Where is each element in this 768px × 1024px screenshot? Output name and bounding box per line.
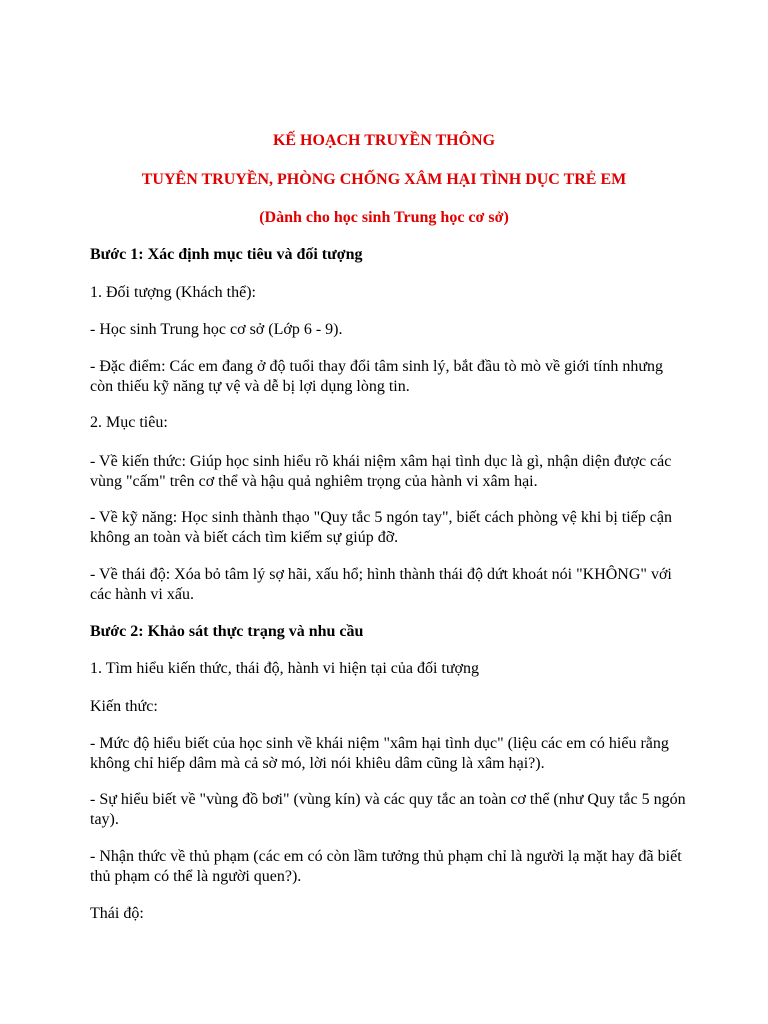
paragraph-swimsuit-area: - Sự hiểu biết về "vùng đồ bơi" (vùng kín) và các quy tắc an toàn cơ thể (như Quy tắc 5 ngón tay). — [90, 791, 686, 828]
paragraph-survey-intro: 1. Tìm hiểu kiến thức, thái độ, hành vi hiện tại của đối tượng — [90, 660, 479, 677]
paragraph-attitude-goal: - Về thái độ: Xóa bỏ tâm lý sợ hãi, xấu hổ; hình thành thái độ dứt khoát nói "KHÔNG" với các hành vi xấu. — [90, 566, 672, 603]
paragraph-target-group: 1. Đối tượng (Khách thể): — [90, 284, 256, 301]
paragraph-student-group: - Học sinh Trung học cơ sở (Lớp 6 - 9). — [90, 321, 343, 338]
step-1-heading: Bước 1: Xác định mục tiêu và đối tượng — [90, 246, 363, 263]
paragraph-knowledge-label: Kiến thức: — [90, 698, 158, 715]
paragraph-attitude-label: Thái độ: — [90, 905, 144, 922]
paragraph-characteristics: - Đặc điểm: Các em đang ở độ tuổi thay đổi tâm sinh lý, bắt đầu tò mò về giới tính nhưng còn thiếu kỹ năng tự vệ và dễ bị lợi dụng lòng tin. — [90, 358, 664, 395]
paragraph-skills-goal: - Về kỹ năng: Học sinh thành thạo "Quy tắc 5 ngón tay", biết cách phòng vệ khi bị tiếp cận không an toàn và biết cách tìm kiếm sự giúp đỡ. — [90, 509, 672, 546]
document-subtitle: TUYÊN TRUYỀN, PHÒNG CHỐNG XÂM HẠI TÌNH DỤC TRẺ EM — [141, 171, 627, 188]
paragraph-knowledge-goal: - Về kiến thức: Giúp học sinh hiểu rõ khái niệm xâm hại tình dục là gì, nhận diện được các vùng "cấm" trên cơ thể và hậu quả nghiêm trọng của hành vi xâm hại. — [90, 453, 672, 490]
step-2-heading: Bước 2: Khảo sát thực trạng và nhu cầu — [90, 623, 364, 640]
document-title: KẾ HOẠCH TRUYỀN THÔNG — [272, 132, 496, 149]
paragraph-objectives: 2. Mục tiêu: — [90, 414, 168, 431]
document-audience-note: (Dành cho học sinh Trung học cơ sở) — [259, 209, 509, 226]
paragraph-perpetrator-awareness: - Nhận thức về thủ phạm (các em có còn lầm tưởng thủ phạm chỉ là người lạ mặt hay đã biết thủ phạm có thể là người quen?). — [90, 848, 682, 885]
paragraph-knowledge-level: - Mức độ hiểu biết của học sinh về khái niệm "xâm hại tình dục" (liệu các em có hiểu rằng không chỉ hiếp dâm mà cả sờ mó, lời nói khiêu dâm cũng là xâm hại?). — [90, 735, 669, 772]
